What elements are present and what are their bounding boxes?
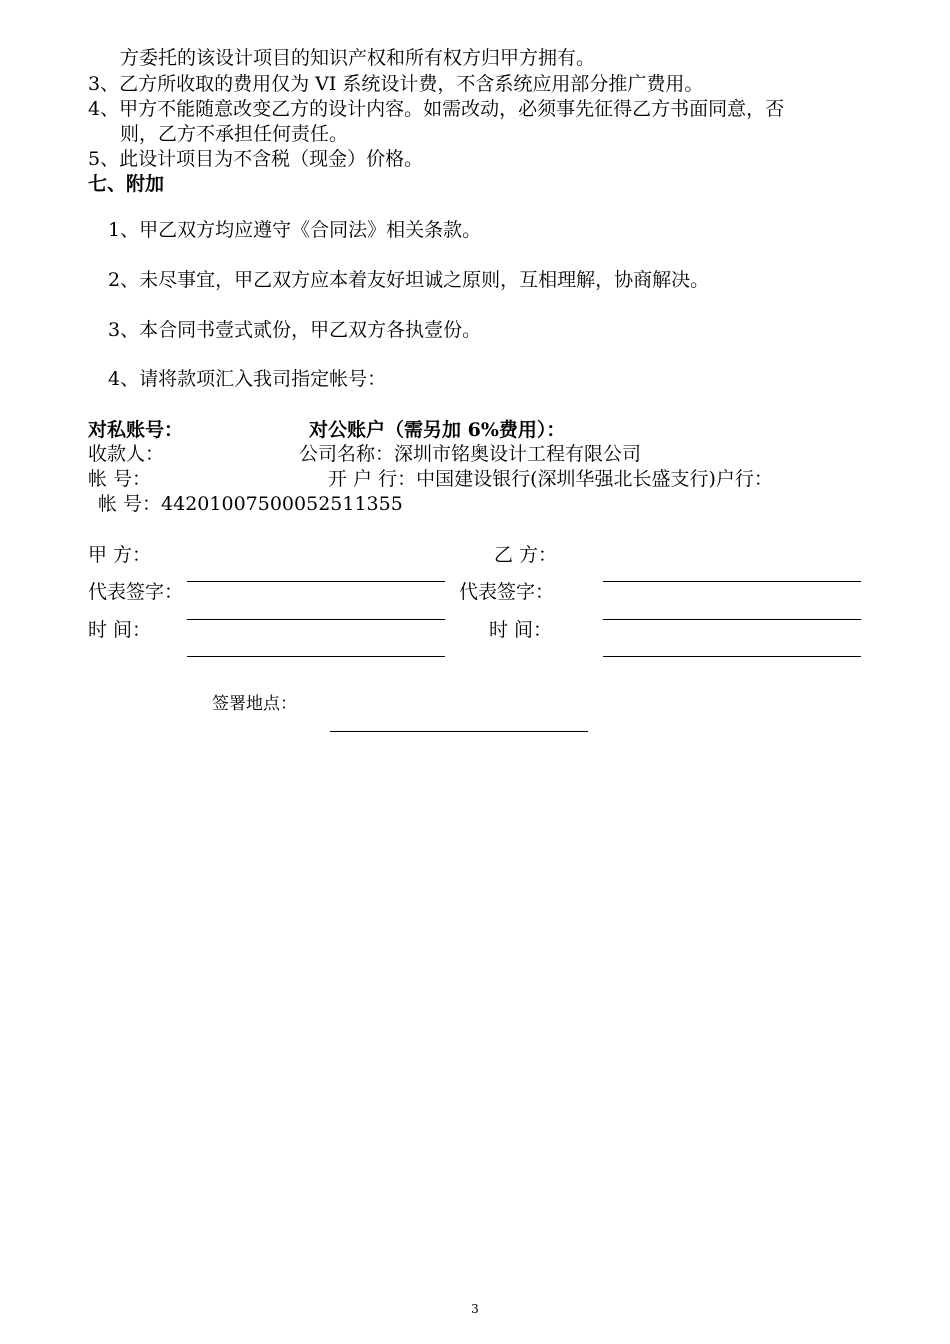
company-name: 公司名称：深圳市铭奥设计工程有限公司 [299, 443, 642, 465]
page-number: 3 [471, 1302, 479, 1316]
party-b-label: 乙 方： [494, 544, 558, 566]
signature-b-line [603, 581, 861, 582]
time-a-line [187, 619, 445, 620]
representative-a-label: 代表签字： [88, 581, 184, 603]
extra-a-line [187, 656, 445, 657]
time-b-label: 时 间： [489, 619, 553, 641]
term-2-continuation: 方委托的该设计项目的知识产权和所有权方归甲方拥有。 [120, 47, 596, 69]
extra-b-line [603, 656, 861, 657]
signing-place-label: 签署地点： [212, 694, 297, 714]
party-a-label: 甲 方： [88, 544, 152, 566]
term-4-continuation: 则，乙方不承担任何责任。 [120, 123, 349, 145]
bank-name: 开 户 行：中国建设银行(深圳华强北长盛支行)户行： [328, 468, 773, 490]
private-account-label: 对私账号： [88, 419, 184, 441]
time-a-label: 时 间： [88, 619, 152, 641]
term-3: 3、乙方所收取的费用仅为 VI 系统设计费，不含系统应用部分推广费用。 [88, 73, 704, 95]
section-7-heading: 七、附加 [88, 173, 165, 195]
section-7-item-3: 3、本合同书壹式贰份，甲乙双方各执壹份。 [108, 319, 482, 341]
term-4: 4、甲方不能随意改变乙方的设计内容。如需改动，必须事先征得乙方书面同意，否 [88, 98, 785, 120]
section-7-item-2: 2、未尽事宜，甲乙双方应本着友好坦诚之原则，互相理解，协商解决。 [108, 269, 710, 291]
time-b-line [603, 619, 861, 620]
term-5: 5、此设计项目为不含税（现金）价格。 [88, 148, 424, 170]
public-account-label: 对公账户（需另加 6%费用）： [309, 419, 566, 441]
payee-label: 收款人： [88, 443, 165, 465]
representative-b-label: 代表签字： [459, 581, 555, 603]
signature-a-line [187, 581, 445, 582]
signing-place-line [330, 731, 588, 732]
section-7-item-4: 4、请将款项汇入我司指定帐号： [108, 368, 387, 390]
section-7-item-1: 1、甲乙双方均应遵守《合同法》相关条款。 [108, 219, 482, 241]
account-label: 帐 号： [88, 468, 152, 490]
account-number: 帐 号：44201007500052511355 [98, 493, 403, 515]
